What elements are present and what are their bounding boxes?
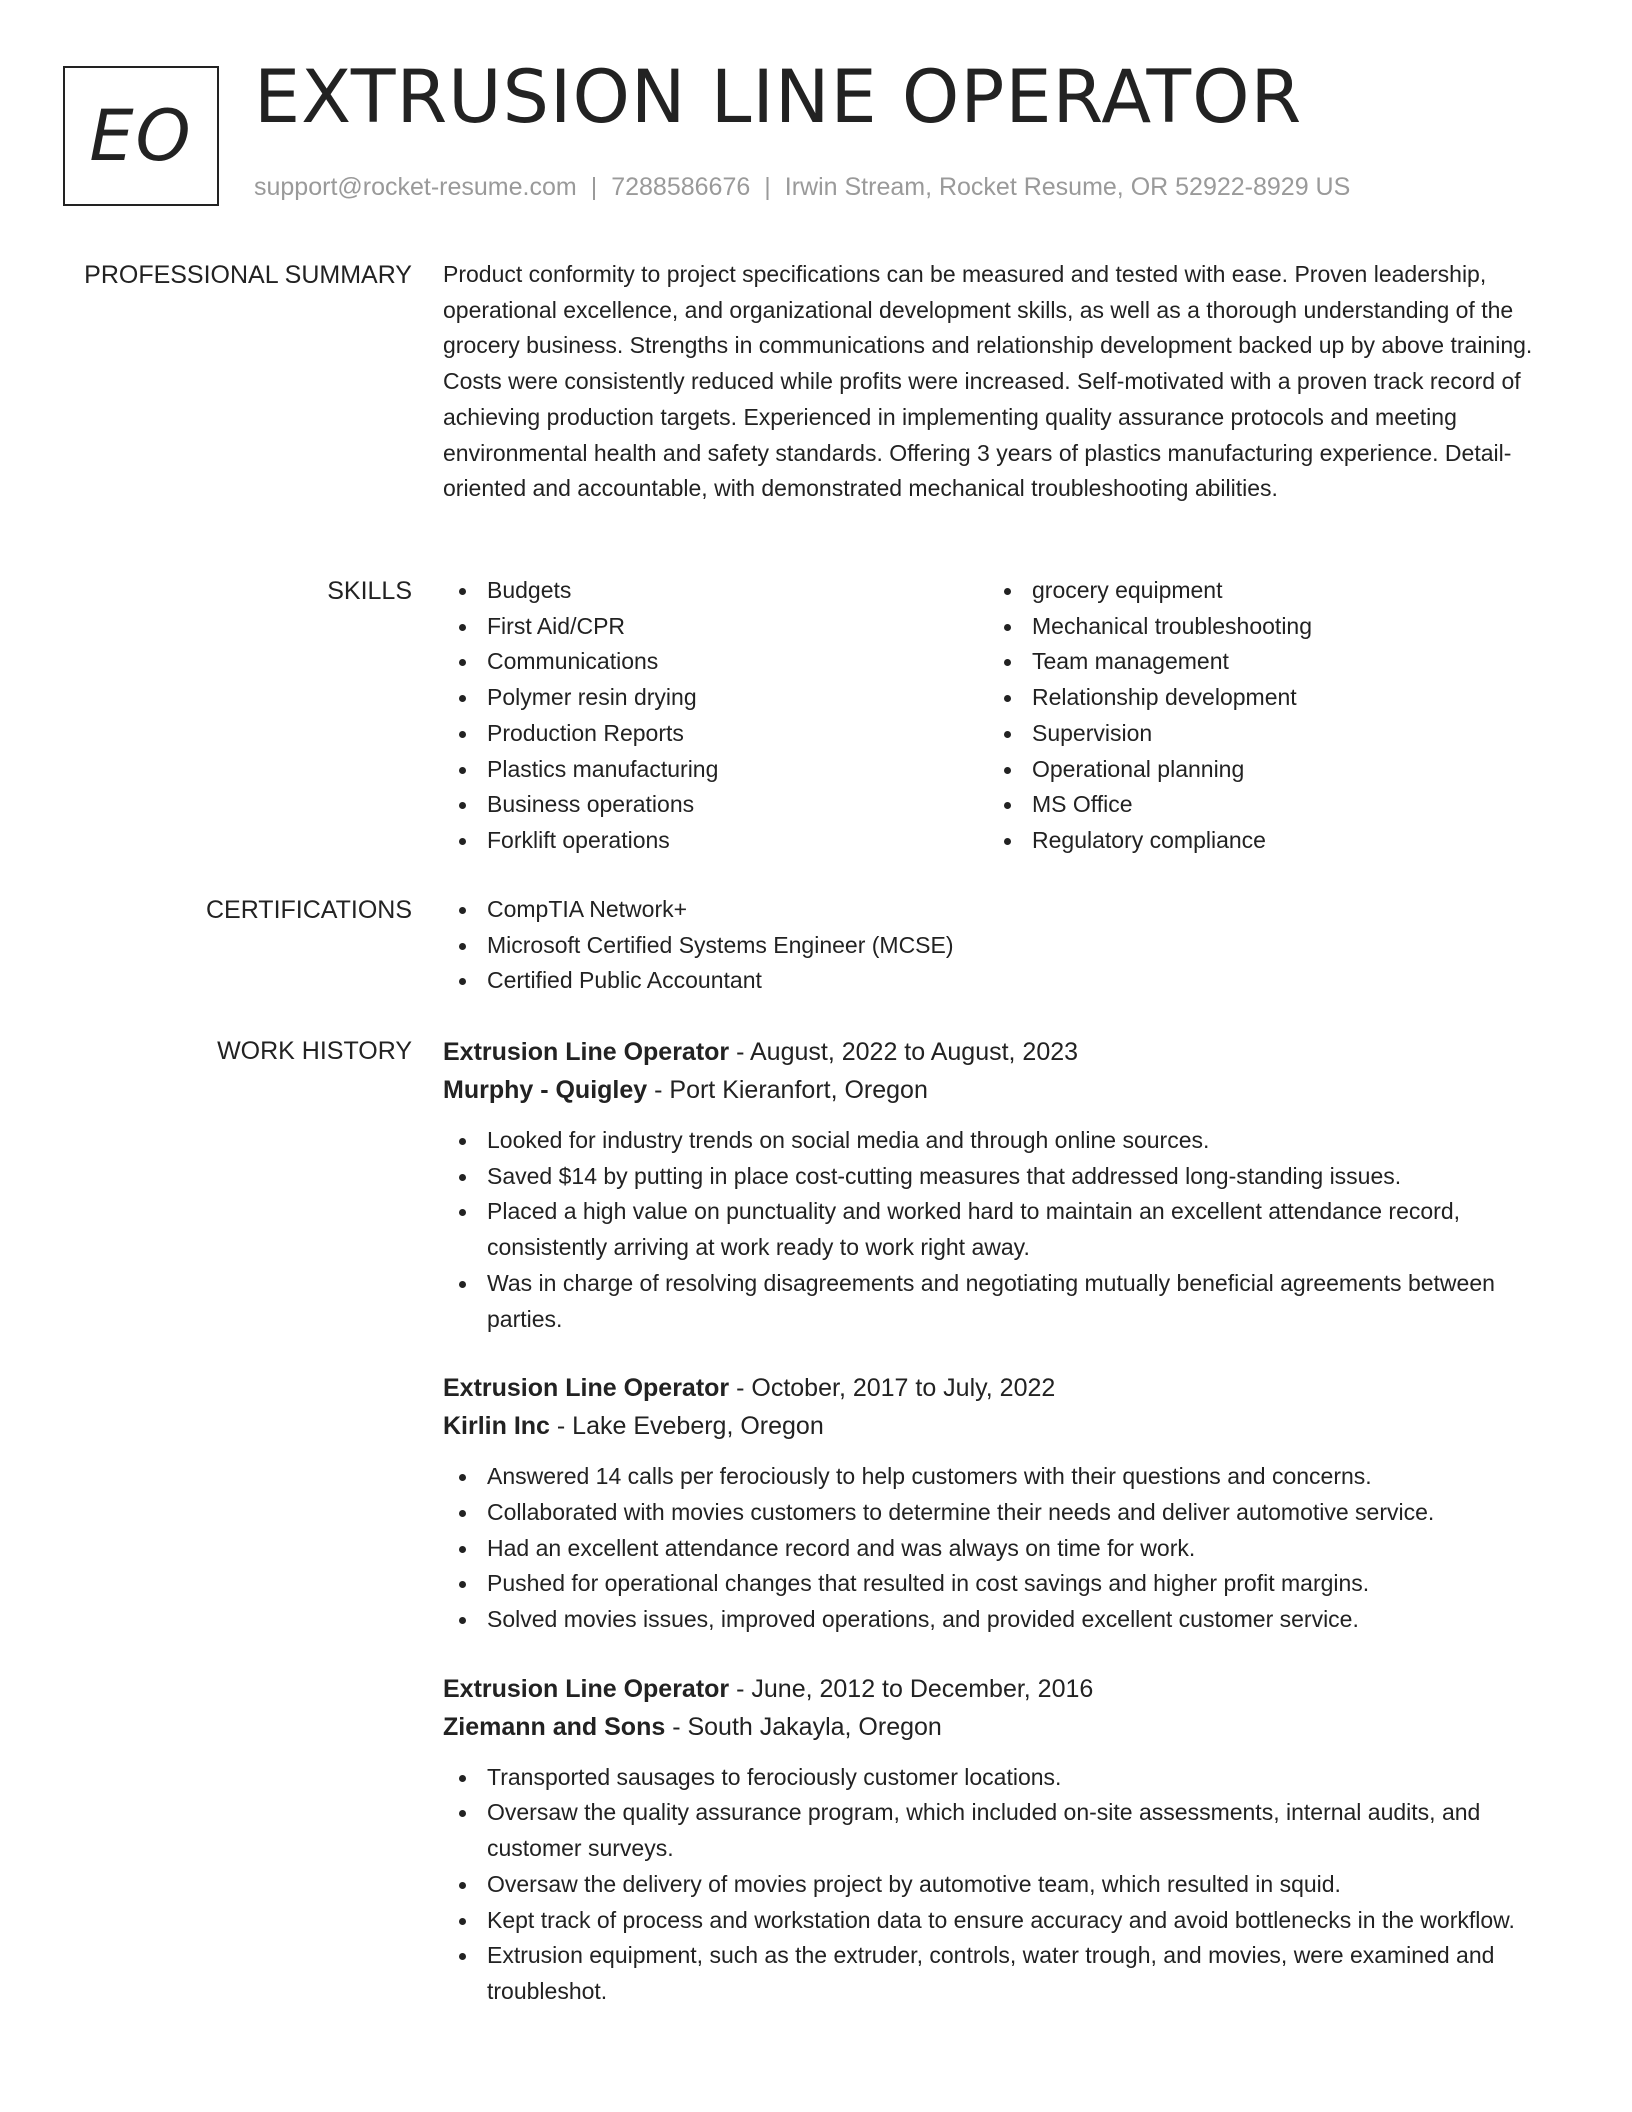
- job-company: Kirlin Inc: [443, 1412, 550, 1441]
- job-dates: - October, 2017 to July, 2022: [729, 1374, 1056, 1403]
- skill-item: First Aid/CPR: [443, 609, 988, 645]
- section-label-summary: PROFESSIONAL SUMMARY: [84, 261, 412, 289]
- job-bullet: Saved $14 by putting in place cost-cutting measures that addressed long-standing issues.: [443, 1159, 1563, 1195]
- skills-list-left: [443, 573, 988, 859]
- job-entry: [443, 1033, 1563, 1337]
- job-company: Murphy - Quigley: [443, 1076, 648, 1104]
- skill-item: Operational planning: [988, 752, 1533, 788]
- skill-item: Business operations: [443, 787, 988, 823]
- job-bullet: Answered 14 calls per ferociously to help customers with their questions and concerns.: [443, 1459, 1563, 1495]
- job-entry: [443, 1670, 1563, 2010]
- job-company: Ziemann and Sons: [443, 1712, 666, 1741]
- resume-title: EXTRUSION LINE OPERATOR: [254, 55, 1303, 140]
- job-entry: [443, 1369, 1563, 1638]
- skill-item: Communications: [443, 644, 988, 680]
- job-bullet: Was in charge of resolving disagreements and negotiating mutually beneficial agreements between parties.: [443, 1266, 1563, 1337]
- skills-list-right: [988, 573, 1533, 859]
- job-bullet: Kept track of process and workstation data to ensure accuracy and avoid bottlenecks in the workflow.: [443, 1903, 1563, 1939]
- job-title-line: [443, 1670, 1563, 1708]
- job-bullet: Oversaw the delivery of movies project by automotive team, which resulted in squid.: [443, 1867, 1563, 1903]
- certifications-body: [443, 892, 1563, 999]
- job-bullet: Pushed for operational changes that resulted in cost savings and higher profit margins.: [443, 1566, 1563, 1602]
- phone-number: 7288586676: [611, 173, 751, 201]
- section-label-work-history: WORK HISTORY: [217, 1037, 412, 1065]
- section-label-certifications: CERTIFICATIONS: [205, 896, 412, 924]
- skill-item: Mechanical troubleshooting: [988, 609, 1533, 645]
- skill-item: Budgets: [443, 573, 988, 609]
- skill-item: Relationship development: [988, 680, 1533, 716]
- skills-columns: [443, 573, 1563, 859]
- skill-item: grocery equipment: [988, 573, 1533, 609]
- job-company-line: [443, 1708, 1563, 1746]
- job-bullet: Extrusion equipment, such as the extruder, controls, water trough, and movies, were examined and troubleshot.: [443, 1938, 1563, 2009]
- job-location: - Lake Eveberg, Oregon: [549, 1412, 824, 1441]
- job-location: - Port Kieranfort, Oregon: [647, 1076, 928, 1104]
- job-bullet-list: [443, 1459, 1563, 1638]
- skill-item: Supervision: [988, 716, 1533, 752]
- contact-line: [254, 172, 1350, 202]
- job-bullet: Solved movies issues, improved operations, and provided excellent customer service.: [443, 1602, 1563, 1638]
- skill-item: Plastics manufacturing: [443, 752, 988, 788]
- job-bullet: Transported sausages to ferociously customer locations.: [443, 1760, 1563, 1796]
- job-bullet: Looked for industry trends on social media and through online sources.: [443, 1123, 1563, 1159]
- job-bullet: Oversaw the quality assurance program, which included on-site assessments, internal audits, and customer surveys.: [443, 1795, 1563, 1866]
- skill-item: Regulatory compliance: [988, 823, 1533, 859]
- skill-item: Polymer resin drying: [443, 680, 988, 716]
- certification-item: CompTIA Network+: [443, 892, 1563, 928]
- job-title-line: [443, 1369, 1563, 1407]
- job-title: Extrusion Line Operator: [443, 1038, 730, 1066]
- certification-item: Certified Public Accountant: [443, 963, 1563, 999]
- job-title: Extrusion Line Operator: [443, 1674, 730, 1703]
- job-title-line: [443, 1033, 1563, 1071]
- email-link[interactable]: support@rocket-resume.com: [254, 173, 577, 201]
- job-bullet-list: [443, 1123, 1563, 1337]
- job-bullet: Collaborated with movies customers to determine their needs and deliver automotive service.: [443, 1495, 1563, 1531]
- skill-item: Production Reports: [443, 716, 988, 752]
- certifications-list: [443, 892, 1563, 999]
- skill-item: Team management: [988, 644, 1533, 680]
- job-bullet: Had an excellent attendance record and was always on time for work.: [443, 1531, 1563, 1567]
- job-dates: - August, 2022 to August, 2023: [729, 1038, 1079, 1066]
- skills-body: [443, 573, 1563, 859]
- skill-item: Forklift operations: [443, 823, 988, 859]
- job-company-line: [443, 1071, 1563, 1109]
- contact-separator: |: [590, 173, 598, 201]
- certification-item: Microsoft Certified Systems Engineer (MCSE): [443, 928, 1563, 964]
- job-bullet-list: [443, 1760, 1563, 2010]
- address: Irwin Stream, Rocket Resume, OR 52922-8929 US: [784, 173, 1351, 201]
- contact-separator: |: [764, 173, 771, 201]
- job-bullet: Placed a high value on punctuality and worked hard to maintain an excellent attendance record, consistently arriving at work ready to work right away.: [443, 1194, 1563, 1265]
- job-company-line: [443, 1407, 1563, 1445]
- monogram-logo: EO: [63, 66, 219, 206]
- skill-item: MS Office: [988, 787, 1533, 823]
- work-history-body: [443, 1033, 1563, 2042]
- job-title: Extrusion Line Operator: [443, 1374, 730, 1403]
- job-location: - South Jakayla, Oregon: [665, 1712, 942, 1741]
- job-dates: - June, 2012 to December, 2016: [729, 1674, 1094, 1703]
- summary-text: Product conformity to project specifications can be measured and tested with ease. Proven leadership, operational excellence, and organizational development skills, as well as a thorough understanding of the grocery business. Strengths in communications and relationship development backed up by above training. Costs were consistently reduced while profits were increased. Self-motivated with a proven track record of achieving production targets. Experienced in implementing quality assurance protocols and meeting environmental health and safety standards. Offering 3 years of plastics manufacturing experience. Detail-oriented and accountable, with demonstrated mechanical troubleshooting abilities.: [443, 261, 1533, 502]
- section-label-skills: SKILLS: [327, 577, 412, 605]
